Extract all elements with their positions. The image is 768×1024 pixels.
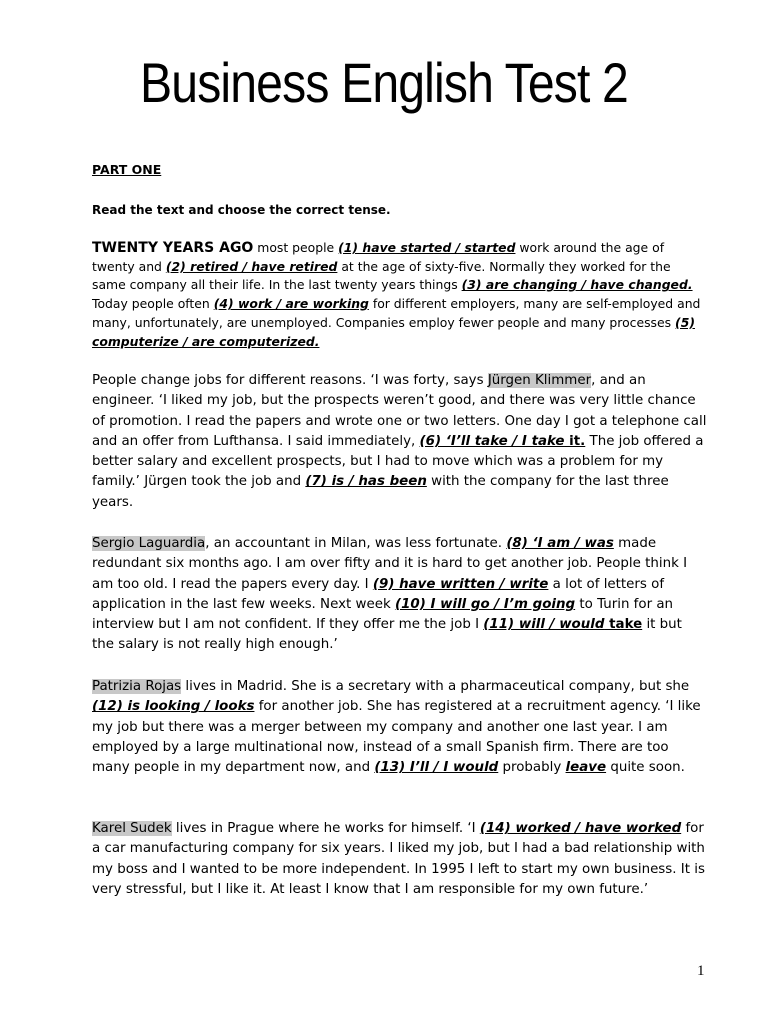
person-name-highlight: Sergio Laguardia <box>92 536 206 551</box>
option-14: (14) worked / have worked <box>479 821 682 836</box>
person-name-highlight: Karel Sudek <box>92 821 172 836</box>
option-12: (12) is looking / looks <box>92 699 255 715</box>
option-4: (4) work / are working <box>213 296 369 312</box>
page-title: Business English Test 2 <box>140 51 628 114</box>
person-name-highlight: Patrizia Rojas <box>92 679 182 694</box>
person-name-highlight: Jürgen Klimmer <box>487 373 592 388</box>
paragraph-3: Sergio Laguardia, an accountant in Milan, was less fortunate. (8) ‘I am / was made redundant six months ago. I am over fifty and it is hard to get another job. People think I am too old. I read the papers every day. I (9) have written / write a lot of letters of application in the last few weeks. Next week (10) I will go / I’m going to Turin for an interview but I am not confident. If they offer me the job I (11) will / would take it but the salary is not really high enough.’ <box>92 536 688 653</box>
option-9: (9) have written / write <box>372 576 549 592</box>
instruction: Read the text and choose the correct tense. <box>92 203 391 217</box>
option-7: (7) is / has been <box>305 474 427 490</box>
option-2: (2) retired / have retired <box>165 258 338 274</box>
option-13-verb: leave <box>565 760 607 776</box>
option-3: (3) are changing / have changed. <box>461 277 693 293</box>
lead-phrase: TWENTY YEARS AGO <box>92 240 254 256</box>
option-10: (10) I will go / I’m going <box>394 596 576 612</box>
page-number: 1 <box>697 963 705 979</box>
paragraph-4: Patrizia Rojas lives in Madrid. She is a secretary with a pharmaceutical company, but she (12) is looking / looks for another job. She has registered at a recruitment agency. ‘I like my job but there was a merger between my company and another one last year. I am employed by a large multinational now, instead of a small Spanish firm. There are too many people in my department now, and (13) I’ll / I would probably leave quite soon. <box>92 679 701 776</box>
part-heading: PART ONE <box>92 162 162 177</box>
option-8: (8) ‘I am / was <box>506 536 614 551</box>
option-11: (11) will / would <box>483 617 605 633</box>
option-1: (1) have started / started <box>338 240 516 255</box>
paragraph-5: Karel Sudek lives in Prague where he works for himself. ‘I (14) worked / have worked for a car manufacturing company for six years. I liked my job, but I had a bad relationship with my boss and I wanted to be more independent. In 1995 I left to start my own business. It is very stressful, but I like it. At least I know that I am responsible for my own future.’ <box>92 821 705 897</box>
option-6: (6) ‘I’ll take / I take <box>419 433 565 449</box>
paragraph-2: People change jobs for different reasons. ‘I was forty, says Jürgen Klimmer, and an engineer. ‘I liked my job, but the prospects weren’t good, and there was very little chance of promotion. I read the papers and wrote one or two letters. One day I got a telephone call and an offer from Lufthansa. I said immediately, (6) ‘I’ll take / I take it. The job offered a better salary and excellent prospects, but I had to move which was a problem for my family.’ Jürgen took the job and (7) is / has been with the company for the last three years. <box>92 373 707 510</box>
option-5: (5) computerize / are computerized. <box>92 314 695 349</box>
paragraph-1: TWENTY YEARS AGO most people (1) have started / started work around the age of twenty and (2) retired / have retired at the age of sixty-five. Normally they worked for the same company all their life. In the last twenty years things (3) are changing / have changed. Today people often (4) work / are working for different employers, many are self-employed and many, unfortunately, are unemployed. Companies employ fewer people and many processes (5) computerize / are computerized. <box>92 240 701 349</box>
option-13: (13) I’ll / I would <box>374 760 499 776</box>
